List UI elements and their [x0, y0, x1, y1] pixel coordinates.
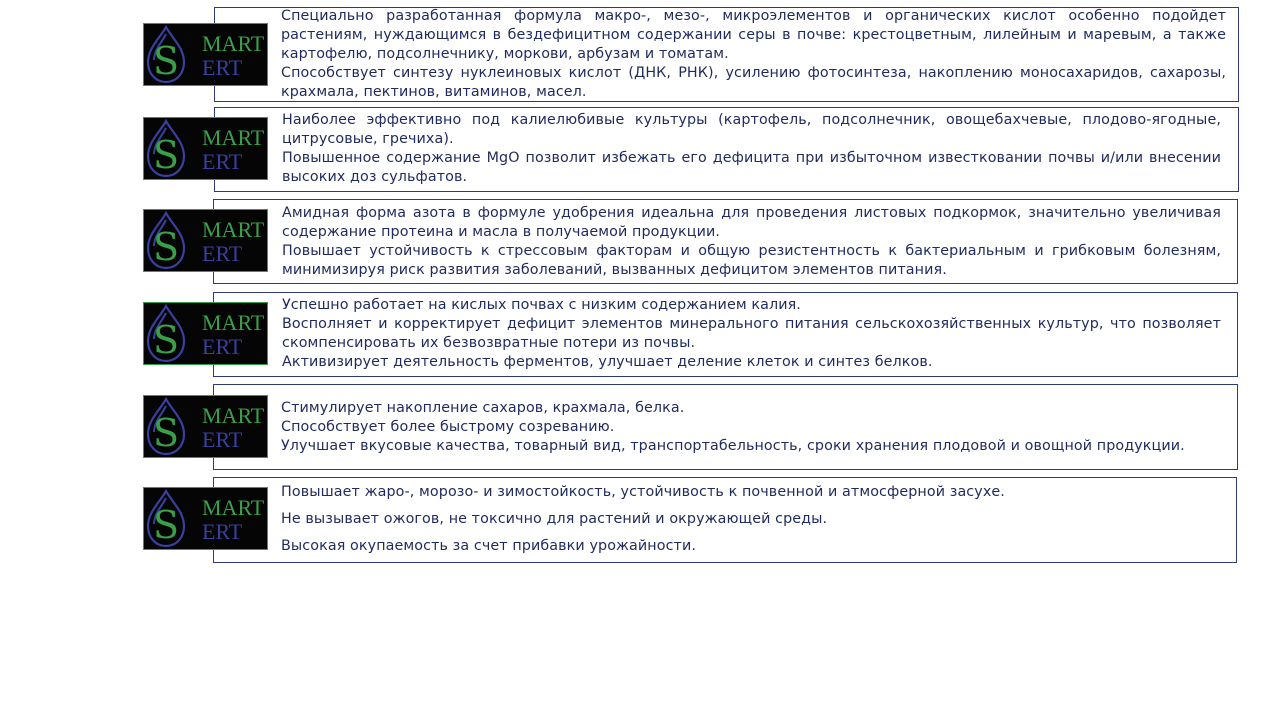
feature-paragraph: Наиболее эффективно под калиелюбивые культуры (картофель, подсолнечник, овощебахчевые, плодово-ягодные, цитрусовые, гречиха). — [282, 112, 1221, 147]
logo-mark-icon — [144, 396, 267, 457]
logo-mark-icon — [144, 210, 267, 271]
feature-paragraph: Способствует более быстрому созреванию. — [281, 419, 615, 435]
logo-mark-icon — [144, 118, 267, 179]
feature-paragraph: Высокая окупаемость за счет прибавки урожайности. — [281, 538, 696, 554]
smart-fert-logo — [143, 487, 268, 550]
logo-line-1: MART — [202, 403, 265, 428]
smart-fert-logo — [143, 23, 268, 86]
logo-line-2: ERT — [202, 519, 243, 544]
logo-letter: S — [152, 318, 180, 362]
logo-letter: S — [152, 503, 180, 547]
smart-fert-logo — [143, 395, 268, 458]
feature-paragraph: Повышенное содержание MgO позволит избежать его дефицита при избыточном известковании почвы и/или внесении высоких доз сульфатов. — [282, 150, 1221, 185]
logo-line-2: ERT — [202, 149, 243, 174]
logo-letter: S — [152, 133, 180, 177]
logo-line-2: ERT — [202, 55, 243, 80]
feature-paragraph: Стимулирует накопление сахаров, крахмала, белка. — [281, 400, 685, 416]
feature-paragraph: Способствует синтезу нуклеиновых кислот (ДНК, РНК), усилению фотосинтеза, накоплению моносахаридов, сахарозы, крахмала, пектинов, витаминов, масел. — [281, 65, 1226, 100]
logo-mark-icon — [144, 24, 267, 85]
feature-paragraph: Повышает жаро-, морозо- и зимостойкость, устойчивость к почвенной и атмосферной засухе. — [281, 484, 1005, 500]
feature-paragraph: Успешно работает на кислых почвах с низким содержанием калия. — [282, 297, 801, 313]
logo-line-1: MART — [202, 495, 265, 520]
logo-mark-icon — [144, 303, 267, 364]
feature-paragraph: Не вызывает ожогов, не токсично для растений и окружающей среды. — [281, 511, 828, 527]
feature-text-3 — [282, 204, 1221, 280]
smart-fert-logo — [143, 209, 268, 272]
feature-text-5 — [281, 399, 1226, 456]
logo-line-2: ERT — [202, 241, 243, 266]
logo-line-2: ERT — [202, 427, 243, 452]
feature-paragraph: Восполняет и корректирует дефицит элементов минерального питания сельскохозяйственных культур, что позволяет скомпенсировать их безвозвратные потери из почвы. — [282, 316, 1221, 351]
feature-paragraph: Улучшает вкусовые качества, товарный вид, транспортабельность, сроки хранения плодовой и овощной продукции. — [281, 438, 1185, 454]
logo-line-1: MART — [202, 310, 265, 335]
smart-fert-logo — [143, 117, 268, 180]
feature-text-4 — [282, 296, 1221, 372]
feature-paragraph: Специально разработанная формула макро-, мезо-, микроэлементов и органических кислот особенно подойдет растениям, нуждающимся в бездефицитном содержании серы в почве: крестоцветным, лилейным и маревым, а также картофелю, подсолнечнику, моркови, арбузам и томатам. — [281, 8, 1226, 62]
logo-letter: S — [152, 225, 180, 269]
feature-text-6 — [281, 483, 1226, 564]
logo-letter: S — [152, 39, 180, 83]
logo-letter: S — [152, 411, 180, 455]
feature-paragraph: Активизирует деятельность ферментов, улучшает деление клеток и синтез белков. — [282, 354, 933, 370]
feature-paragraph: Амидная форма азота в формуле удобрения идеальна для проведения листовых подкормок, значительно увеличивая содержание протеина и масла в получаемой продукции. — [282, 205, 1221, 240]
logo-mark-icon — [144, 488, 267, 549]
feature-text-1 — [281, 7, 1226, 102]
logo-line-1: MART — [202, 217, 265, 242]
feature-text-2 — [282, 111, 1221, 187]
smart-fert-logo — [143, 302, 268, 365]
logo-line-1: MART — [202, 31, 265, 56]
logo-line-1: MART — [202, 125, 265, 150]
logo-line-2: ERT — [202, 334, 243, 359]
feature-paragraph: Повышает устойчивость к стрессовым факторам и общую резистентность к бактериальным и грибковым болезням, минимизируя риск развития заболеваний, вызванных дефицитом элементов питания. — [282, 243, 1221, 278]
